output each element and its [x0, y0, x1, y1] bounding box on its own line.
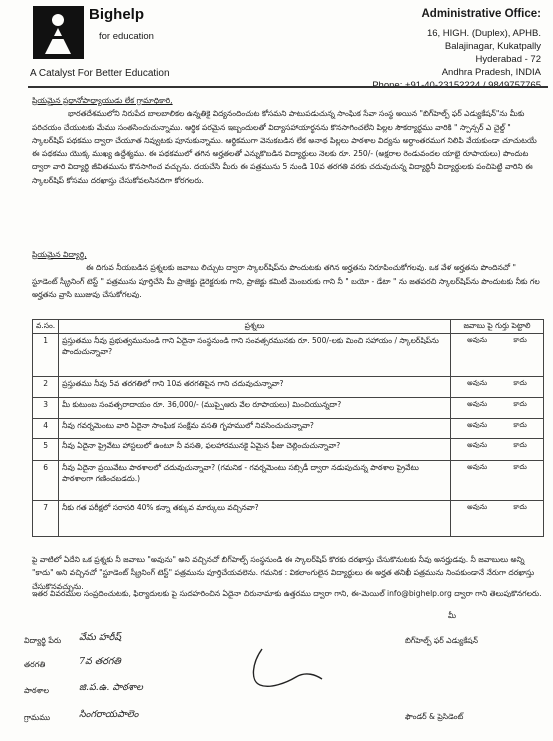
- student-paragraph: ఈ దిగువ నీయబడిన ప్రశ్నలకు జవాబు లిచ్చుట ద్వారా స్కాలర్‌షిప్‌ను పొందుటకు తగిన అర్హతను నిరూపించుకోగలవు. ఒక వేళ అర్హతను పొందినచో " స్టూడెంట్ స్క్రీనింగ్ టెస్ట్ " పత్రమును పూర్తిచేసి మీ ప్రాజెక్టు డైరెక్టరుకు గాని, ప్రాజెక్టు కమిటీ మెంబరుకు గాని నీ " బయో - డేటా " ను జతపరచి స్కాలర్‌షిప్‌ను పొందుటకు నీకు గల అర్హతను వ్రాసి ఋజువు చేసుకోగలవు.: [32, 263, 540, 299]
- row-question: నీవు ఏదైనా ప్రైవేటు హాస్టలులో ఉంటూ నీ వసతి, ఫలహారమునకై ఏమైన ఫీజు చెల్లించుచున్నావా?: [59, 439, 451, 461]
- student-greeting: ప్రియమైన విద్యార్థి,: [32, 250, 87, 259]
- yes-option[interactable]: అవును: [467, 400, 488, 408]
- table-row: [33, 461, 544, 501]
- intro-paragraph: భారతదేశములోని నిరుపేద బాలబాలికల ఉన్నతికై విద్యనందించుట కోసమని పాటుపడుచున్న సాంఘిక సేవా సంస్థ అయిన "బిగ్‌హెల్ప్ ఫర్ ఎడ్యుకేషన్"ను మీకు పరిచయం చేయుటకు మేము సంతసించుచున్నాము. ఆర్థిక పరమైన ఇబ్బందులతో విద్యాసహాయార్థనను కొనసాగించలేని పిల్లల సౌకర్యార్థము వారికి " స్పాన్సర్ ఎ చైల్డ్ " స్కాలర్‌షిప్ పథకము ద్వారా చేయూత నివ్వుటకు పూనుకున్నాము. ఆర్థికముగా వెనుకబడిన లేక అనాథ పిల్లలు పాఠశాల విద్యను అర్ధాంతరముగ నిలిపి వేయకుండా చూచుటయే ఈ పథకము యొక్క ముఖ్య ఉద్దేశ్యము. ఈ పథకములో తగిన అర్హతలతో ఎన్నుకొబడిన విద్యార్థులు నెలకు రూ. 250/- (అక్షరాల రెండువందల యాభై రూపాయలు) పొందుట ద్వారా వారి విద్యార్థి జీవితమును కొనసాగించ వచ్చును. దయచేసి మీరు ఈ పత్రమును 5 నుండి 10వ తరగతి వరకు చదువుచున్న విద్యార్థినీ విద్యార్థులకు పంచిపెట్టి వారిని ఈ స్కాలర్‌షిప్ కోసము దరఖాస్తు చేసుకోవలసినదిగా కోరగలరు.: [32, 109, 537, 185]
- row-number: 5: [33, 439, 59, 461]
- row-answer[interactable]: [451, 377, 544, 398]
- no-option[interactable]: కాదు: [513, 379, 527, 387]
- field-label-school: పాఠశాల: [24, 686, 50, 695]
- office-title: Administrative Office:: [421, 8, 541, 20]
- yes-option[interactable]: అవును: [467, 441, 488, 449]
- row-question: ప్రస్తుతము నీవు ప్రభుత్వమునుండి గాని ఏదైనా సంస్థనుండి గాని సంవత్సరమునకు రూ. 500/-లకు మించి సహాయం / స్కాలర్‌షిప్‌ను పొందుచున్నావా?: [59, 334, 451, 377]
- row-answer[interactable]: [451, 461, 544, 501]
- row-number: 1: [33, 334, 59, 377]
- table-row: [33, 377, 544, 398]
- eligibility-note: పై వాటిలో ఏదేని ఒక ప్రశ్నకు నీ జవాబు "అవును" అని వచ్చినచో బిగ్‌హెల్ప్ సంస్థనుండి ఈ స్కాలర్‌షిప్ కొరకు దరఖాస్తు చేసుకొనుటకు నీవు అనర్హుడవు. నీ జవాబులు అన్ని "కాదు" అని వచ్చినచో "స్టూడెంట్ స్క్రీనింగ్ టెస్ట్" పత్రమును పూర్తిచేయవలెను. గమనిక : వికలాంగులైన విద్యార్థులు ఈ అర్హత తనిఖీ పత్రమును నింపకుండానే నేరుగా దరఖాస్తు చేసుకొనవచ్చును.: [32, 555, 535, 591]
- field-value-school[interactable]: జి.ప.ఉ. పాఠశాల: [79, 682, 143, 693]
- row-question: మీ కుటుంబ సంవత్సరాదాయం రూ. 36,000/- (ముప్పైఆరు వేల రూపాయలు) మించియున్నదా?: [59, 398, 451, 419]
- yes-option[interactable]: అవును: [467, 463, 488, 471]
- row-question: ప్రస్తుతము నీవు 5వ తరగతిలో గాని 10వ తరగతిపైన గాని చదువుచున్నావా?: [59, 377, 451, 398]
- row-number: 6: [33, 461, 59, 501]
- row-answer[interactable]: [451, 501, 544, 537]
- no-option[interactable]: కాదు: [513, 463, 527, 471]
- row-question: నీవు గవర్నమెంటు వారి ఏదైనా సాంఘిక సంక్షేమ వసతి గృహములో నివసించుచున్నావా?: [59, 419, 451, 439]
- contact-note: ఇతర వివరముల సంప్రదించుటకు, ఫిర్యాదులకు పై సుదహరించిన ఏదైనా చిరునామాకు ఉత్తరము ద్వారా గాని, ఈ-మెయిల్ info@bighelp.org ద్వారా గాని తెలుపుకొనగలరు.: [32, 589, 542, 598]
- table-row: [33, 501, 544, 537]
- student-section: [32, 248, 542, 301]
- no-option[interactable]: కాదు: [513, 503, 527, 511]
- closing-word: మీ: [448, 611, 457, 620]
- no-option[interactable]: కాదు: [513, 336, 527, 344]
- logo-mark: [33, 6, 84, 59]
- no-option[interactable]: కాదు: [513, 421, 527, 429]
- table-row: [33, 439, 544, 461]
- col-header-number: వ.సం.: [33, 320, 59, 334]
- field-label-class: తరగతి: [24, 660, 46, 669]
- bighelp-logo-icon: [33, 6, 84, 59]
- row-answer[interactable]: [451, 439, 544, 461]
- tagline: A Catalyst For Better Education: [30, 68, 170, 79]
- eligibility-table: [32, 319, 544, 537]
- no-option[interactable]: కాదు: [513, 400, 527, 408]
- header-divider: [28, 86, 548, 88]
- row-question: నీవు ఏదైనా ప్రయివేటు పాఠశాలలో చదువుచున్నావా? (గమనిక - గవర్నమెంటు సబ్సిడీ ద్వారా నడుపుచున్న పాఠశాల ప్రైవేటు పాఠశాలగా గణించబడదు.): [59, 461, 451, 501]
- office-line: Andhra Pradesh, INDIA: [441, 67, 541, 78]
- letter-section: [32, 94, 542, 187]
- field-value-class[interactable]: 7వ తరగతి: [79, 656, 121, 667]
- table-header-row: [33, 320, 544, 334]
- no-option[interactable]: కాదు: [513, 441, 527, 449]
- table-row: [33, 398, 544, 419]
- row-number: 3: [33, 398, 59, 419]
- field-label-name: విద్యార్థి పేరు: [24, 636, 62, 645]
- yes-option[interactable]: అవును: [467, 379, 488, 387]
- office-line: Balajinagar, Kukatpally: [444, 41, 541, 52]
- signatory-role: ఫౌండర్ & ప్రెసిడెంట్: [405, 712, 464, 721]
- field-value-village[interactable]: సింగరాయపాలెం: [79, 709, 139, 720]
- office-address: [372, 8, 541, 92]
- greeting: ప్రియమైన ప్రధానోపాధ్యాయుడు లేక గ్రామాధికారి,: [32, 96, 173, 105]
- field-label-village: గ్రామము: [24, 713, 51, 722]
- row-number: 2: [33, 377, 59, 398]
- col-header-answer: జవాబు పై గుర్తు పెట్టాలి: [451, 320, 544, 334]
- office-line: 16, HIGH. (Duplex), APHB.: [426, 28, 541, 39]
- field-value-name[interactable]: వేమ హరీష్: [79, 632, 122, 643]
- table-row: [33, 334, 544, 377]
- office-line: Hyderabad - 72: [475, 54, 541, 65]
- table-row: [33, 419, 544, 439]
- yes-option[interactable]: అవును: [467, 421, 488, 429]
- row-number: 7: [33, 501, 59, 537]
- row-answer[interactable]: [451, 398, 544, 419]
- yes-option[interactable]: అవును: [467, 503, 488, 511]
- signature-scribble: [248, 643, 328, 695]
- row-answer[interactable]: [451, 419, 544, 439]
- brand-subtitle: for education: [99, 31, 154, 42]
- yes-option[interactable]: అవును: [467, 336, 488, 344]
- org-name: బిగ్‌హెల్ప్ ఫర్ ఎడ్యుకేషన్: [405, 636, 478, 645]
- row-number: 4: [33, 419, 59, 439]
- col-header-questions: ప్రశ్నలు: [59, 320, 451, 334]
- row-question: నీకు గత పరీక్షలో సరాసరి 40% కన్నా తక్కువ మార్కులు వచ్చినవా?: [59, 501, 451, 537]
- brand-name: Bighelp: [89, 6, 144, 23]
- row-answer[interactable]: [451, 334, 544, 377]
